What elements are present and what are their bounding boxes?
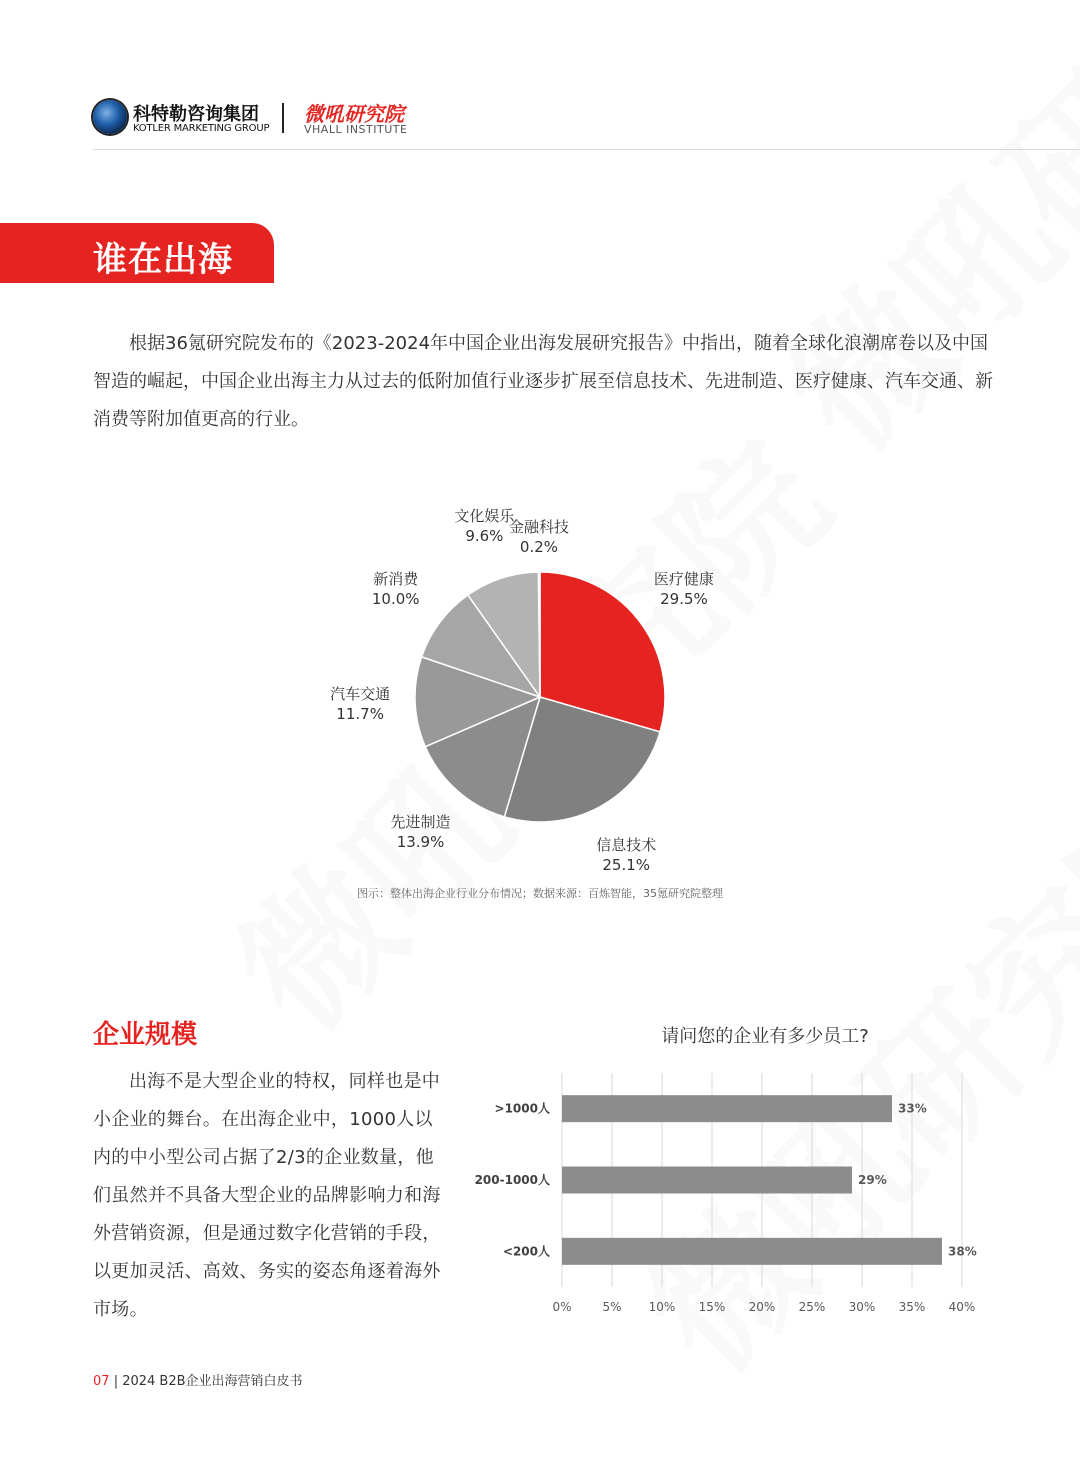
logo-divider	[282, 103, 284, 133]
pie-slice-value: 13.9%	[396, 832, 445, 851]
pie-slice-name: 先进制造	[390, 812, 451, 831]
y-category-label: 200-1000人	[474, 1173, 550, 1187]
header-divider	[93, 149, 1080, 150]
pie-slice-label	[454, 506, 514, 546]
pie-slice-value: 0.2%	[519, 538, 559, 556]
pie-caption: 图示：整体出海企业行业分布情况；数据来源：百炼智能，35氪研究院整理	[357, 887, 723, 900]
x-tick-label: 20%	[748, 1300, 776, 1314]
bar	[562, 1238, 942, 1265]
x-tick-label: 10%	[648, 1300, 676, 1314]
pie-slice-name: 汽车交通	[330, 685, 391, 704]
x-tick-label: 30%	[848, 1300, 876, 1314]
page-footer	[93, 1370, 303, 1389]
pie-slice-value: 29.5%	[660, 589, 708, 608]
bar-value-label: 38%	[948, 1244, 977, 1259]
pie-slice-value: 11.7%	[336, 705, 384, 724]
bar-chart-title: 请问您的企业有多少员工?	[661, 1026, 869, 1047]
pie-slice-value: 25.1%	[602, 856, 651, 874]
kotler-logo-cn: 科特勒咨询集团	[133, 104, 259, 125]
pie-slice-name: 金融科技	[508, 518, 569, 536]
footer-title: | 2024 B2B企业出海营销白皮书	[113, 1374, 303, 1389]
pie-slice-label	[372, 569, 420, 609]
x-tick-label: 15%	[698, 1300, 726, 1314]
x-tick-label: 0%	[552, 1300, 572, 1314]
bar	[562, 1095, 892, 1122]
pie-slice-label	[654, 569, 714, 609]
bar-value-label: 33%	[898, 1101, 927, 1116]
intro-paragraph: 根据36氪研究院发布的《2023-2024年中国企业出海发展研究报告》中指出，随着全球化浪潮席卷以及中国智造的崛起，中国企业出海主力从过去的低附加值行业逐步扩展至信息技术、先进制造、医疗健康、汽车交通、新消费等附加值更高的行业。	[93, 333, 993, 430]
pie-slice-label	[509, 517, 569, 557]
pie-slice-value: 10.0%	[371, 590, 420, 609]
kotler-logo-icon	[93, 100, 127, 134]
pie-slice-name: 信息技术	[596, 836, 657, 854]
bar-value-label: 29%	[858, 1173, 887, 1187]
pie-slice-label	[391, 812, 451, 852]
page-number: 07	[93, 1374, 110, 1389]
scale-paragraph: 出海不是大型企业的特权，同样也是中小企业的舞台。在出海企业中，1000人以内的中小型公司占据了2/3的企业数量，他们虽然并不具备大型企业的品牌影响力和海外营销资源，但是通过数字化营销的手段，以更加灵活、高效、务实的姿态角逐着海外市场。	[93, 1071, 441, 1320]
pie-slice-name: 医疗健康	[653, 569, 714, 588]
pie-slice-value: 9.6%	[465, 526, 504, 545]
kotler-logo-en: KOTLER MARKETING GROUP	[133, 123, 270, 134]
x-tick-label: 25%	[798, 1300, 826, 1314]
x-tick-label: 5%	[602, 1300, 622, 1314]
x-tick-label: 35%	[898, 1300, 926, 1314]
y-category-label: <200人	[502, 1244, 550, 1259]
pie-slice-name: 新消费	[373, 570, 419, 589]
pie-slice-label	[596, 835, 656, 875]
vhall-logo-cn: 微吼研究院	[304, 102, 404, 126]
scale-title: 企业规模	[93, 1020, 198, 1050]
y-category-label: >1000人	[494, 1101, 550, 1116]
pie-slice-label	[330, 684, 390, 724]
employee-bar-chart	[460, 1065, 1000, 1325]
section-title: 谁在出海	[93, 240, 233, 280]
vhall-logo-en: VHALL INSTITUTE	[304, 123, 408, 136]
bar	[562, 1167, 852, 1194]
x-tick-label: 40%	[948, 1300, 976, 1314]
pie-slice-name: 文化娱乐	[454, 506, 515, 525]
